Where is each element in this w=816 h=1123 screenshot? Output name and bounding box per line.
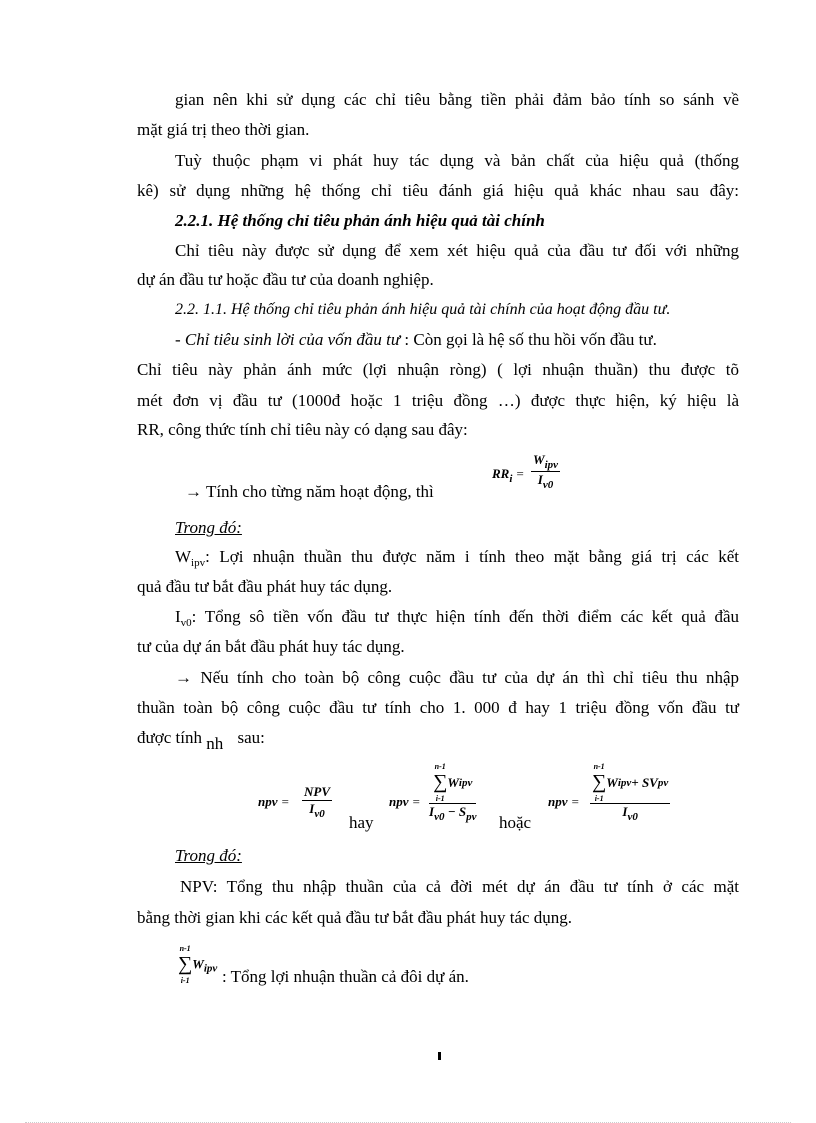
- paragraph-line: mét đơn vị đầu tư (1000đ hoặc 1 triệu đồng …) được thực hiện, ký hiệu là: [137, 391, 739, 410]
- paragraph-line: RR, công thức tính chỉ tiêu này có dạng sau đây:: [137, 420, 468, 439]
- section-heading: 2.2.1. Hệ thống chỉ tiêu phản ánh hiệu quả tài chính: [175, 211, 545, 230]
- summation-term: [178, 944, 217, 985]
- formula-subscript: i: [509, 473, 513, 485]
- summation-upper-limit: n-1: [593, 762, 605, 771]
- formula-symbol: W: [192, 956, 204, 972]
- formula-npv2-fraction: [429, 762, 476, 823]
- definition-text: : Tổng lợi nhuận thuần cả đôi dự án.: [222, 967, 469, 986]
- variable-subscript: ipv: [191, 557, 206, 569]
- formula-npv3-fraction: [590, 762, 670, 823]
- formula-symbol: I: [622, 804, 628, 819]
- fraction-denominator: [302, 801, 332, 820]
- fraction-numerator: NPV: [304, 784, 330, 799]
- summation-lower-limit: i-1: [435, 794, 445, 803]
- fraction-denominator: [531, 472, 560, 491]
- formula-symbol: RR: [492, 466, 510, 481]
- summation: [178, 944, 192, 985]
- paragraph-line: thuần toàn bộ công cuộc đầu tư tính cho 1. 000 đ hay 1 triệu đồng vốn đầu tư: [137, 698, 739, 717]
- formula-subscript: pv: [466, 811, 477, 823]
- definition-text: : Lợi nhuận thuần thu được năm i tính theo mặt bằng giá trị các kết: [205, 547, 739, 566]
- formula-npv2-lhs: [389, 794, 421, 810]
- sigma-icon: ∑: [433, 771, 448, 793]
- formula-npv3-lhs: [548, 794, 580, 810]
- summation-lower-limit: i-1: [594, 794, 604, 803]
- formula-symbol: W: [533, 452, 545, 467]
- conjunction-text: hoặc: [499, 813, 532, 832]
- formula-symbol: − S: [444, 804, 467, 819]
- formula-equals: =: [408, 794, 421, 809]
- subsection-heading: 2.2. 1.1. Hệ thống chỉ tiêu phản ánh hiệu quả tài chính của hoạt động đầu tư.: [175, 301, 671, 318]
- definition-line: [175, 545, 739, 575]
- term-label: - Chỉ tiêu sinh lời của vốn đầu tư: [175, 330, 401, 349]
- sigma-icon: ∑: [178, 953, 193, 975]
- summation-lower-limit: i-1: [180, 976, 190, 985]
- formula-equals: =: [567, 794, 580, 809]
- formula-symbol: W: [447, 774, 459, 790]
- formula-subscript: v0: [314, 808, 325, 820]
- definition-text: : Tổng sô tiền vốn đầu tư thực hiện tính đến thời điểm các kết quả đầu: [191, 607, 739, 626]
- paragraph-line: mặt giá trị theo thời gian.: [137, 120, 310, 139]
- paragraph-line: [137, 726, 739, 753]
- formula-rr-lhs: [492, 466, 524, 485]
- conjunction-text: hay: [349, 813, 374, 832]
- paragraph-line: quả đầu tư bắt đầu phát huy tác dụng.: [137, 577, 393, 596]
- formula-symbol: npv: [389, 794, 409, 809]
- paragraph-line: gian nên khi sử dụng các chỉ tiêu bằng tiền phải đảm bảo tính so sánh về: [175, 90, 739, 109]
- text-segment: nh: [206, 734, 224, 753]
- formula-npv1-lhs: [258, 794, 290, 810]
- text-segment: được tính: [137, 728, 202, 747]
- paragraph-line: Chỉ tiêu này được sử dụng để xem xét hiệu quả của đầu tư đối với những: [175, 241, 739, 260]
- sigma-icon: ∑: [592, 771, 607, 793]
- formula-symbol: npv: [548, 794, 568, 809]
- term-text: : Còn gọi là hệ số thu hồi vốn đầu tư.: [400, 330, 657, 349]
- formula-symbol: + SV: [631, 774, 658, 790]
- paragraph-line: bằng thời gian khi các kết quả đầu tư bắt đầu phát huy tác dụng.: [137, 908, 573, 927]
- fraction-numerator: [531, 452, 560, 472]
- summation: [592, 762, 606, 803]
- formula-symbol: W: [606, 774, 618, 790]
- text-segment: sau:: [237, 728, 265, 747]
- formula-subscript: ipv: [544, 459, 559, 471]
- formula-subscript: v0: [434, 811, 445, 823]
- formula-symbol: npv: [258, 794, 278, 809]
- paragraph-line: Chỉ tiêu này phản ánh mức (lợi nhuận ròng) ( lợi nhuận thuần) thu được tõ: [137, 360, 739, 379]
- paragraph-line: NPV: Tổng thu nhập thuần của cả đời mét dự án đầu tư tính ở các mặt: [180, 877, 739, 896]
- where-label: Trong đó:: [175, 518, 242, 537]
- fraction-denominator: [429, 804, 476, 823]
- variable-subscript: v0: [180, 617, 192, 629]
- formula-symbol: I: [309, 801, 315, 816]
- paragraph-line: kê) sử dụng những hệ thống chỉ tiêu đánh giá hiệu quả khác nhau sau đây:: [137, 181, 739, 200]
- formula-npv1-fraction: [302, 784, 332, 820]
- page-mark: [438, 1052, 441, 1060]
- paragraph-line: dự án đầu tư hoặc đầu tư của doanh nghiệp.: [137, 270, 434, 289]
- summation: [433, 762, 447, 803]
- formula-symbol: I: [429, 804, 435, 819]
- formula-subscript: ipv: [617, 776, 632, 789]
- paragraph-line: Tuỳ thuộc phạm vi phát huy tác dụng và bản chất của hiệu quả (thống: [175, 151, 739, 170]
- definition-line: [175, 605, 739, 635]
- formula-subscript: ipv: [203, 962, 218, 975]
- paragraph-line: → Nếu tính cho toàn bộ công cuộc đầu tư của dự án thì chỉ tiêu thu nhập: [175, 668, 739, 687]
- formula-rr-fraction: [531, 452, 560, 491]
- summation-upper-limit: n-1: [179, 944, 191, 953]
- formula-subscript: ipv: [458, 776, 473, 789]
- paragraph-line: tư của dự án bắt đầu phát huy tác dụng.: [137, 637, 405, 656]
- summation-upper-limit: n-1: [434, 762, 446, 771]
- formula-equals: =: [277, 794, 290, 809]
- variable-symbol: W: [175, 547, 192, 566]
- paragraph-line: → Tính cho từng năm hoạt động, thì: [185, 482, 434, 501]
- paragraph-line: [175, 328, 739, 352]
- formula-equals: =: [512, 466, 525, 481]
- formula-subscript: v0: [627, 811, 638, 823]
- formula-symbol: I: [537, 472, 543, 487]
- formula-subscript: pv: [657, 776, 669, 789]
- fraction-numerator: [429, 762, 476, 804]
- variable-symbol: I: [175, 607, 181, 626]
- where-label: Trong đó:: [175, 846, 242, 865]
- fraction-denominator: [590, 804, 670, 823]
- fraction-numerator: [590, 762, 670, 804]
- formula-subscript: v0: [542, 479, 554, 491]
